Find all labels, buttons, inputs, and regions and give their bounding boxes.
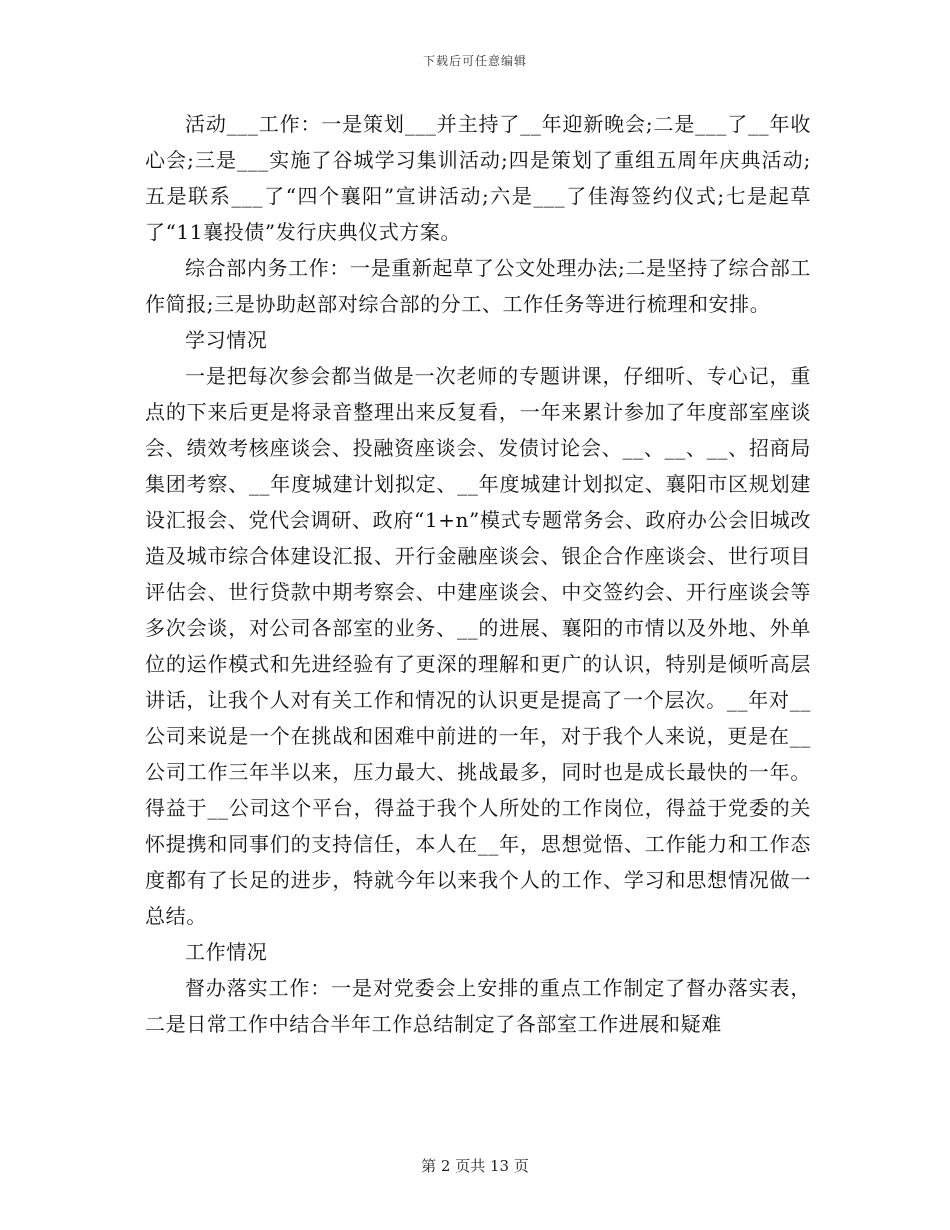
paragraph-supervision: 督办落实工作：一是对党委会上安排的重点工作制定了督办落实表，二是日常工作中结合半年工作总结制定了各部室工作进展和疑难 — [145, 976, 811, 1036]
document-body — [145, 106, 811, 1042]
paragraph-internal-affairs: 综合部内务工作：一是重新起草了公文处理办法;二是坚持了综合部工作简报;三是协助赵部对综合部的分工、工作任务等进行梳理和安排。 — [145, 256, 811, 316]
page-header: 下载后可任意编辑 — [422, 54, 527, 68]
paragraph-study-details: 一是把每次参会都当做是一次老师的专题讲课，仔细听、专心记，重点的下来后更是将录音整理出来反复看，一年来累计参加了年度部室座谈会、绩效考核座谈会、投融资座谈会、发债讨论会、__、__、__、招商局集团考察、__年度城建计划拟定、__年度城建计划拟定、襄阳市区规划建设汇报会、党代会调研、政府“1+n”模式专题常务会、政府办公会旧城改造及城市综合体建设汇报、开行金融座谈会、银企合作座谈会、世行项目评估会、世行贷款中期考察会、中建座谈会、中交签约会、开行座谈会等多次会谈，对公司各部室的业务、__的进展、襄阳的市情以及外地、外单位的运作模式和先进经验有了更深的理解和更广的认识，特别是倾听高层讲话，让我个人对有关工作和情况的认识更是提高了一个层次。__年对__公司来说是一个在挑战和困难中前进的一年，对于我个人来说，更是在__公司工作三年半以来，压力最大、挑战最多，同时也是成长最快的一年。得益于__公司这个平台，得益于我个人所处的工作岗位，得益于党委的关怀提携和同事们的支持信任，本人在__年，思想觉悟、工作能力和工作态度都有了长足的进步，特就今年以来我个人的工作、学习和思想情况做一总结。 — [145, 364, 811, 928]
page-footer: 第 2 页共 13 页 — [421, 1157, 529, 1175]
section-heading-study: 学习情况 — [185, 328, 268, 352]
section-heading-work: 工作情况 — [185, 940, 268, 964]
paragraph-activities: 活动___工作：一是策划___并主持了__年迎新晚会;二是___了__年收心会;三是___实施了谷城学习集训活动;四是策划了重组五周年庆典活动;五是联系___了“四个襄阳”宣讲活动;六是___了佳海签约仪式;七是起草了“11襄投债”发行庆典仪式方案。 — [145, 112, 811, 244]
